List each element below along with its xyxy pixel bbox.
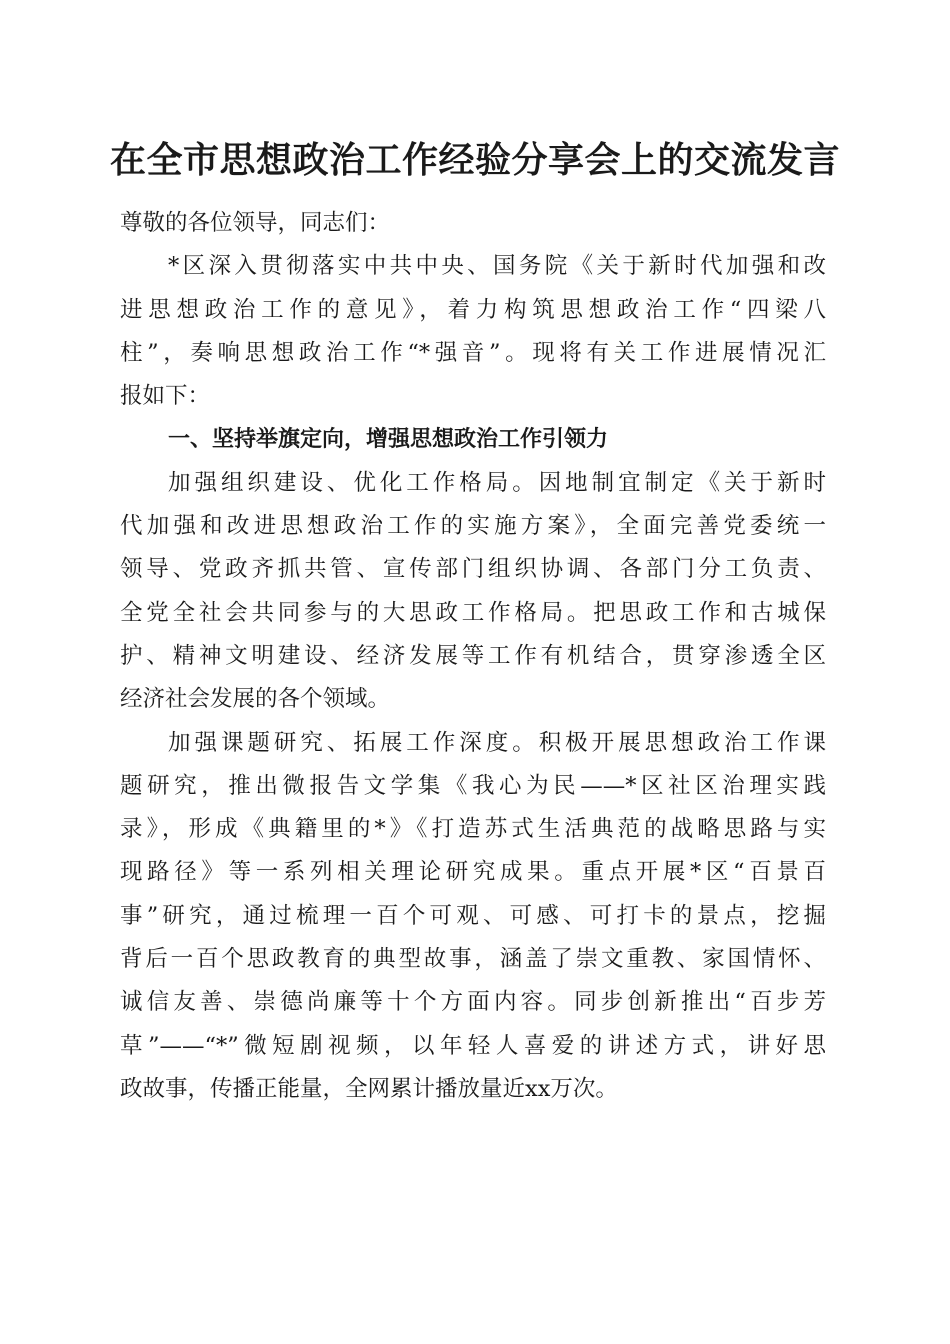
paragraph-organization — [120, 462, 826, 722]
paragraph-line: 政故事，传播正能量，全网累计播放量近xx万次。 — [120, 1075, 618, 1102]
paragraph-line: 全党全社会共同参与的大思政工作格局。把思政工作和古城保 — [120, 599, 826, 626]
paragraph-line: 诚信友善、崇德尚廉等十个方面内容。同步创新推出“百步芳 — [120, 989, 826, 1016]
intro-line: 报如下： — [120, 383, 211, 410]
paragraph-line: 代加强和改进思想政治工作的实施方案》，全面完善党委统一 — [120, 513, 826, 540]
paragraph-line: 经济社会发展的各个领域。 — [120, 686, 391, 713]
paragraph-line: 录》，形成《典籍里的*》《打造苏式生活典范的战略思路与实 — [120, 816, 826, 843]
paragraph-line: 领导、党政齐抓共管、宣传部门组织协调、各部门分工负责、 — [120, 556, 826, 583]
paragraph-line: 加强组织建设、优化工作格局。因地制宜制定《关于新时 — [168, 469, 826, 496]
document-title: 在全市思想政治工作经验分享会上的交流发言 — [109, 139, 840, 181]
intro-line: *区深入贯彻落实中共中央、国务院《关于新时代加强和改 — [168, 253, 826, 280]
paragraph-line: 题研究，推出微报告文学集《我心为民——*区社区治理实践 — [120, 772, 826, 799]
paragraph-line: 事”研究，通过梳理一百个可观、可感、可打卡的景点，挖掘 — [120, 902, 826, 929]
paragraph-line: 现路径》等一系列相关理论研究成果。重点开展*区“百景百 — [120, 859, 826, 886]
paragraph-research — [120, 722, 826, 1112]
document-body — [120, 202, 826, 1111]
paragraph-line: 加强课题研究、拓展工作深度。积极开展思想政治工作课 — [168, 729, 826, 756]
intro-paragraph — [120, 245, 826, 418]
salutation: 尊敬的各位领导，同志们： — [120, 210, 391, 236]
intro-line: 柱”，奏响思想政治工作“*强音”。现将有关工作进展情况汇 — [120, 339, 826, 366]
intro-line: 进思想政治工作的意见》，着力构筑思想政治工作“四梁八 — [120, 296, 826, 323]
paragraph-line: 背后一百个思政教育的典型故事，涵盖了崇文重教、家国情怀、 — [120, 946, 826, 973]
section-heading-1: 一、坚持举旗定向，增强思想政治工作引领力 — [168, 427, 609, 453]
paragraph-line: 草”——“*”微短剧视频，以年轻人喜爱的讲述方式，讲好思 — [120, 1032, 826, 1059]
paragraph-line: 护、精神文明建设、经济发展等工作有机结合，贯穿渗透全区 — [120, 642, 826, 669]
